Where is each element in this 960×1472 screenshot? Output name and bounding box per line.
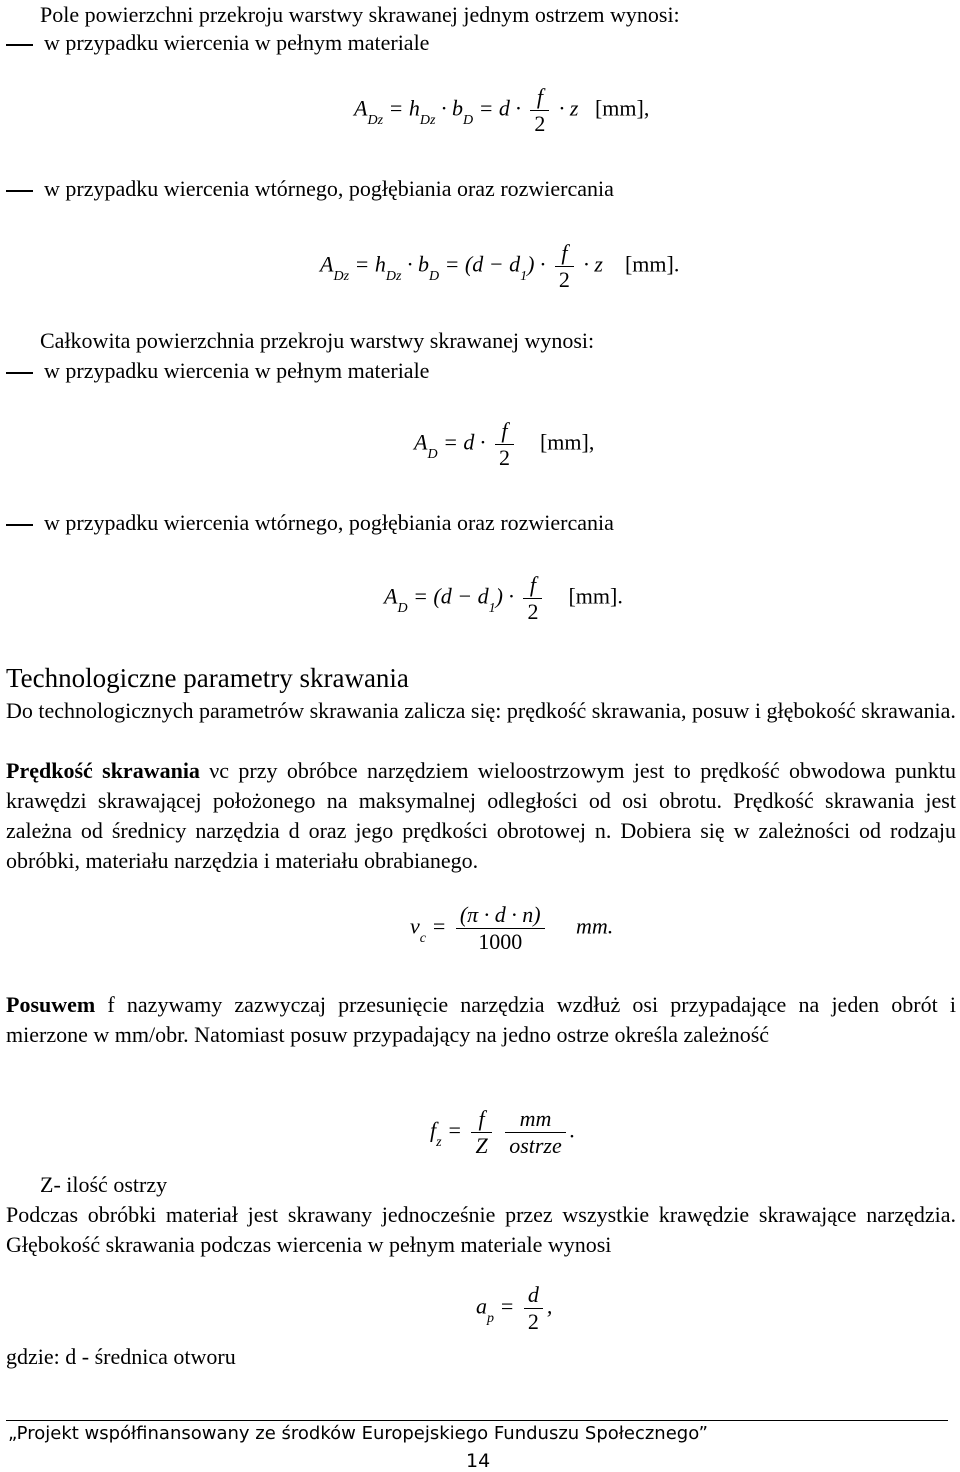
page-number: 14 [466, 1450, 491, 1472]
z-definition: Z- ilość ostrzy [40, 1172, 168, 1197]
term-feed: Posuwem [6, 992, 96, 1017]
dash-bullet [6, 44, 33, 46]
equation-vc: $v_c$ = $\frac{(\pi \cdot d \cdot n)}{1000}$ mm. [410, 902, 614, 954]
paragraph-parameters: Do technologicznych parametrów skrawania zalicza się: prędkość skrawania, posuw i głębokość skrawania. [6, 698, 956, 723]
equation-ad-secondary: $A_D = (d - d_1)$ · $\frac{f}{2}$ [mm]. [384, 572, 623, 624]
d-definition: gdzie: d - średnica otworu [6, 1344, 236, 1369]
equation-ap: $a_p$ = $\frac{d}{2}$ , [476, 1282, 553, 1334]
equation-ad-full: $A_D = d$ · $\frac{f}{2}$ [mm], [414, 418, 595, 470]
footer-rule [6, 1420, 948, 1421]
case-secondary: w przypadku wiercenia wtórnego, pogłębiania oraz rozwiercania [44, 510, 614, 535]
paragraph-cutting-speed: Prędkość skrawania νc przy obróbce narzędziem wieloostrzowym jest to prędkość obwodowa punktu krawędzi skrawającej położonego na maksymalnej odległości od osi obrotu. Prędkość skrawania jest zależna od średnicy narzędzia d oraz jego prędkości obrotowej n. Dobiera się w zależności od rodzaju obróbki, materiału narzędzia i materiału obrabianego. [6, 758, 957, 873]
term-cutting-speed: Prędkość skrawania [6, 758, 200, 783]
dash-bullet [6, 190, 33, 192]
footer-text: „Projekt współfinansowany ze środków Europejskiego Funduszu Społecznego” [8, 1423, 708, 1444]
section-heading: Technologiczne parametry skrawania [6, 663, 409, 693]
paragraph-depth: Podczas obróbki materiał jest skrawany jednocześnie przez wszystkie krawędzie skrawające narzędzia. Głębokość skrawania podczas wiercenia w pełnym materiale wynosi [6, 1202, 956, 1257]
dash-bullet [6, 524, 33, 526]
case-full-material: w przypadku wiercenia w pełnym materiale [44, 30, 430, 55]
equation-adz-full: $A_{Dz} = h_{Dz} \cdot b_D = d$ · $\frac{f}{2}$ · z [mm], [354, 84, 650, 136]
equation-adz-secondary: $A_{Dz} = h_{Dz} \cdot b_D = (d - d_1)$ · $\frac{f}{2}$ · z [mm]. [320, 240, 680, 292]
dash-bullet [6, 372, 33, 374]
equation-fz: $f_z$ = $\frac{f}{Z}$ $\frac{mm}{\text{ostrze}}$ . [430, 1106, 576, 1158]
case-full-material: w przypadku wiercenia w pełnym materiale [44, 358, 430, 383]
intro-single-edge: Pole powierzchni przekroju warstwy skrawanej jednym ostrzem wynosi: [40, 2, 680, 27]
paragraph-feed: Posuwem f nazywamy zazwyczaj przesunięcie narzędzia wzdłuż osi przypadające na jeden obrót i mierzone w mm/obr. Natomiast posuw przypadający na jedno ostrze określa zależność [6, 992, 956, 1047]
case-secondary: w przypadku wiercenia wtórnego, pogłębiania oraz rozwiercania [44, 176, 614, 201]
intro-total: Całkowita powierzchnia przekroju warstwy skrawanej wynosi: [40, 328, 595, 353]
